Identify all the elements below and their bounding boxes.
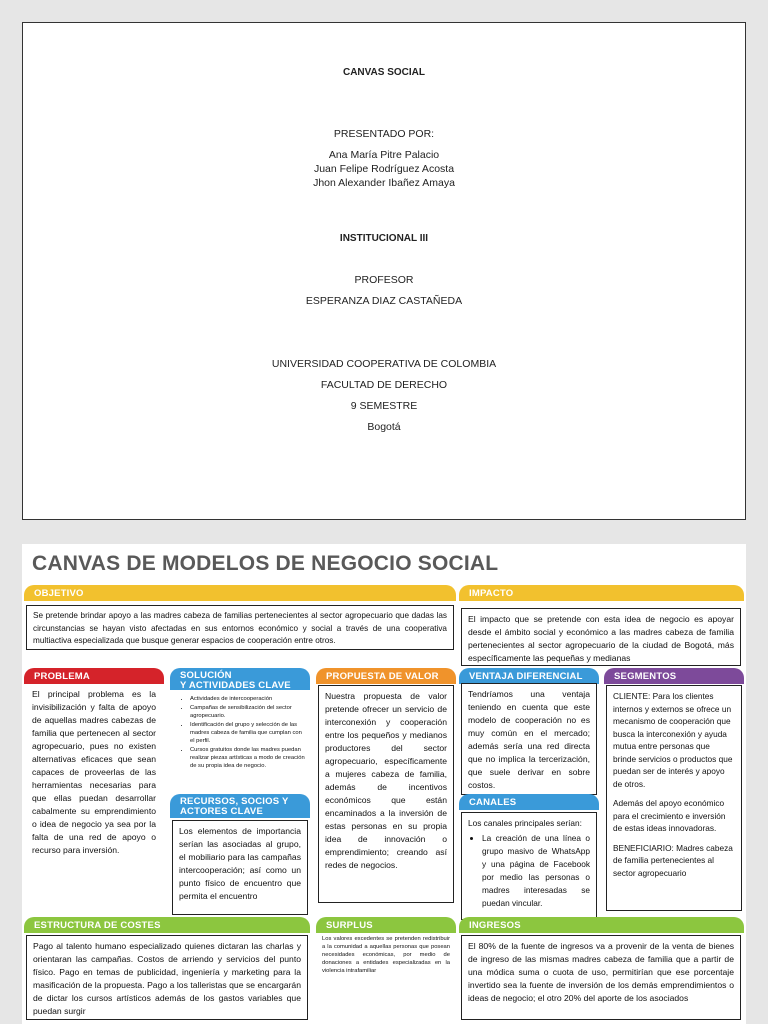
author-2: Juan Felipe Rodríguez Acosta — [313, 163, 455, 175]
canales-item: • La creación de una línea o grupo masivo de WhatsApp y una página de Facebook por medio las personas o madres interesadas se puedan vincular. — [482, 832, 590, 910]
segmentos-box — [606, 685, 742, 911]
solucion-item: • Identificación del grupo y selección de las madres cabeza de familia que cumplan con el perfil. — [190, 721, 306, 745]
course-name: INSTITUCIONAL III — [339, 233, 429, 244]
costes-text: Pago al talento humano especializado quienes dictaran las charlas y orientaran las campañas. Costos de arriendo y servicios del punto físico. Pago en temas de publicidad, ingeniería y marketing para la masificación de la propuesta. Pago a los talleristas que se encargarán de dictar los cursos artísticos además de los gastos variables que puedan surgir — [26, 935, 308, 1020]
canales-box — [461, 812, 597, 920]
propuesta-header: PROPUESTA DE VALOR — [316, 668, 456, 684]
impacto-text: El impacto que se pretende con esta idea de negocio es apoyar desde el ámbito social y económico a las madres cabeza de familia pertenecientes al sector agropecuario de la ciudad de Bogotá, más específicamente las pequeñas y medianas — [461, 608, 741, 666]
city: Bogotá — [367, 421, 401, 433]
canales-header: CANALES — [459, 794, 599, 810]
faculty-name: FACULTAD DE DERECHO — [320, 379, 448, 391]
segmentos-cliente: CLIENTE: Para los clientes internos y externos se ofrece un mecanismo de cooperación que busca la interconexión y ayuda mutua entre personas que brinde servicios o productos que puedan ser de interés y apoyo de otros. — [613, 691, 733, 789]
costes-header: ESTRUCTURA DE COSTES — [24, 917, 310, 933]
professor-label: PROFESOR — [354, 274, 414, 286]
segmentos-beneficiario: BENEFICIARIO: Madres cabeza de familia pertenecientes al sector agropecuario — [613, 842, 733, 878]
canales-intro: Los canales principales serían: — [468, 818, 582, 828]
solucion-header — [170, 668, 310, 690]
cover-title: CANVAS SOCIAL — [342, 67, 426, 78]
presented-by-label: PRESENTADO POR: — [333, 128, 435, 140]
ventaja-text: Tendríamos una ventaja teniendo en cuenta que este modelo de cooperación no es muy común en el mercado; además sería una red directa que no implica la tercerización, que suele derivar en sobre costos. — [461, 683, 597, 795]
surplus-text: Los valores excedentes se pretenden redistribuir a la comunidad a aquellas personas que posean necesidades económicas, por medio de donaciones a entidades especializadas en la violencia intrafamiliar — [318, 933, 454, 1019]
solucion-item: • Cursos gratuitos donde las madres puedan realizar piezas artísticas a modo de creación de su propia idea de negocio. — [190, 746, 306, 770]
segmentos-header: SEGMENTOS — [604, 668, 744, 684]
propuesta-text: Nuestra propuesta de valor pretende ofrecer un servicio de interconexión y cooperación entre los pequeños y medianos productores del sector agropecuario, específicamente a mujeres cabeza de familia, además de incentivos económicos que están encaminados a la inversión de estas personas en su propia idea de innovación o emprendimiento; creando así redes de negocios. — [318, 685, 454, 903]
ingresos-header: INGRESOS — [459, 917, 744, 933]
canvas-title: CANVAS DE MODELOS DE NEGOCIO SOCIAL — [32, 552, 499, 575]
segmentos-apoyo: Además del apoyo económico para el crecimiento e inversión de estas ideas innovadoras. — [613, 798, 726, 833]
solucion-header-line1: SOLUCIÓN — [180, 670, 232, 681]
recursos-text: Los elementos de importancia serían las asociadas al grupo, el mobiliario para las campañas intercooperación; así como un punto físico de encuentro que permita el encuentro — [172, 820, 308, 915]
professor-name: ESPERANZA DIAZ CASTAÑEDA — [305, 295, 463, 307]
recursos-header-line2: ACTORES CLAVE — [180, 806, 264, 817]
solucion-header-line2: Y ACTIVIDADES CLAVE — [180, 680, 291, 691]
university-name: UNIVERSIDAD COOPERATIVA DE COLOMBIA — [271, 358, 497, 370]
cover-page — [22, 22, 746, 520]
ingresos-text: El 80% de la fuente de ingresos va a provenir de la venta de bienes de ingreso de las mismas madres cabeza de familia que a partir de una módica suma o cuota de uso, permitirían que ese porcentaje invertido sea la fuente de inversión de los demás emprendimientos o ideas de negocio; el otro 20% del aporte de los asociados — [461, 935, 741, 1020]
impacto-header: IMPACTO — [459, 585, 744, 601]
author-1: Ana María Pitre Palacio — [328, 149, 440, 161]
problema-header: PROBLEMA — [24, 668, 164, 684]
solucion-list — [172, 691, 308, 791]
ventaja-header: VENTAJA DIFERENCIAL — [459, 668, 599, 684]
canvas-page — [22, 544, 746, 1024]
semester: 9 SEMESTRE — [350, 400, 418, 412]
objetivo-header: OBJETIVO — [24, 585, 456, 601]
problema-text: El principal problema es la invisibilización y falta de apoyo de aquellas madres cabezas de familia que pertenecen al sector agropecuario, pues no existen alternativas eficaces que sean capaces de proveerlas de las herramientas necesarias para que ellas puedan desarrollar cabalmente su emprendimiento o idea de negocio ya sea por la falta de una red de apoyo o recurso para inversión. — [26, 684, 162, 914]
author-3: Jhon Alexander Ibañez Amaya — [313, 177, 455, 189]
recursos-header-line1: RECURSOS, SOCIOS Y — [180, 796, 289, 807]
objetivo-text: Se pretende brindar apoyo a las madres cabeza de familias pertenecientes al sector agropecuario que dadas las circunstancias se hayan visto afectadas en sus entornos económico y social a través de una cooperativa multiactiva especializada que busque generar espacios de cooperación entre otros. — [26, 605, 454, 650]
solucion-item: • Actividades de intercooperación — [190, 695, 306, 703]
recursos-header — [170, 794, 310, 818]
surplus-header: SURPLUS — [316, 917, 456, 933]
solucion-item: • Campañas de sensibilización del sector agropecuario. — [190, 704, 306, 720]
